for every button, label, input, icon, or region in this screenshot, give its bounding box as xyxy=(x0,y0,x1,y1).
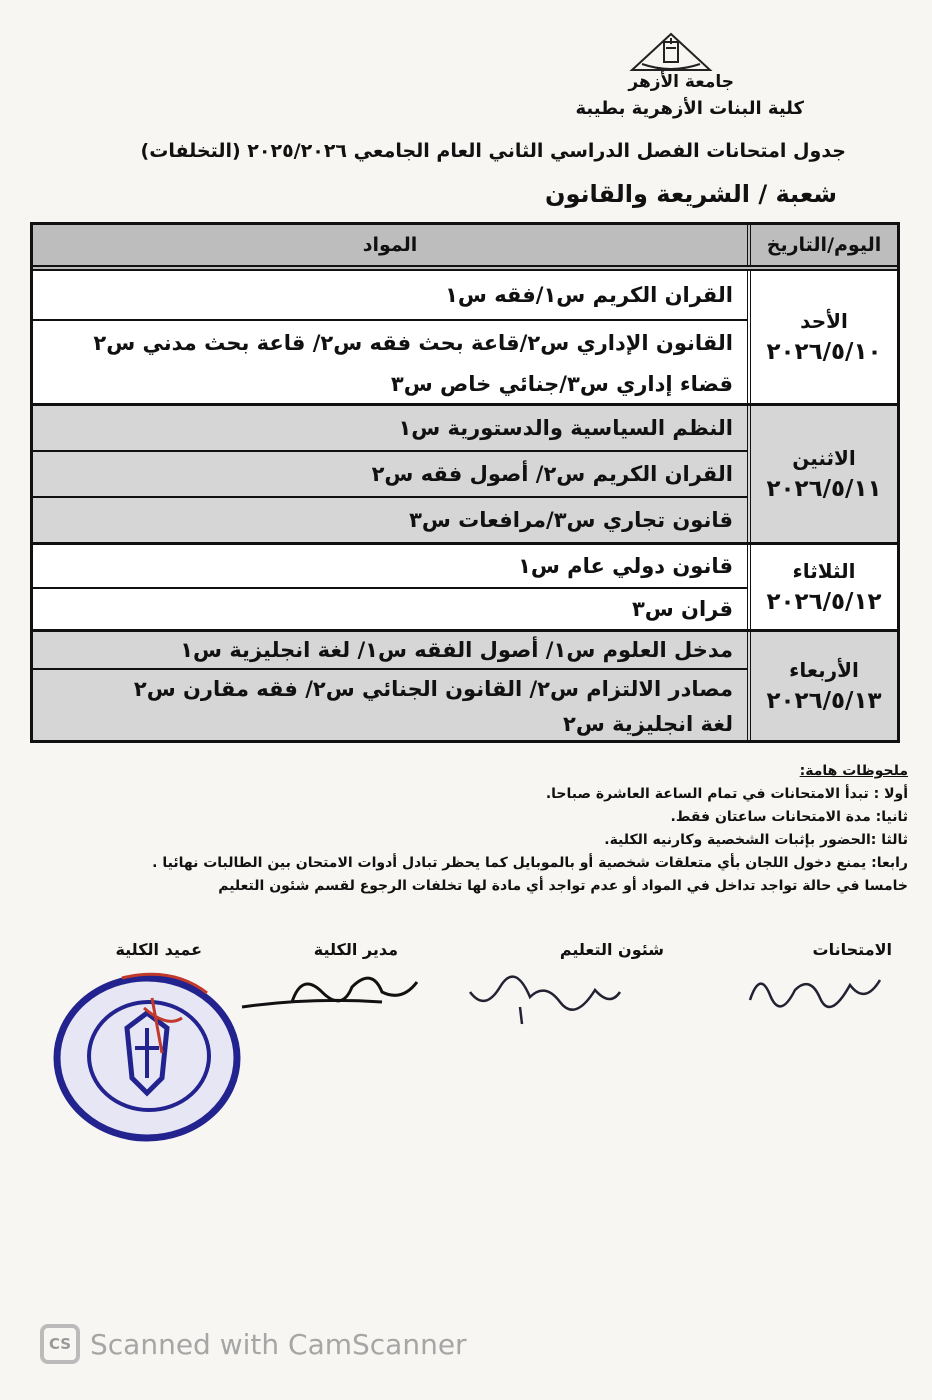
subject-line: النظم السياسية والدستورية س١ xyxy=(33,406,747,452)
day-cell xyxy=(747,406,897,542)
table-header-row xyxy=(33,225,897,271)
subjects-cell xyxy=(33,632,747,740)
university-name: جامعة الأزهر xyxy=(628,72,734,92)
day-date: ٢٠٢٦/٥/١١ xyxy=(766,476,882,502)
day-name: الأحد xyxy=(800,309,848,333)
department-name: شعبة / الشريعة والقانون xyxy=(544,180,837,208)
subject-line: قانون تجاري س٣/مرافعات س٣ xyxy=(409,508,733,532)
subject-line: قانون دولي عام س١ xyxy=(33,545,747,589)
exams-signature-icon xyxy=(740,960,890,1020)
day-name: الأربعاء xyxy=(789,658,859,682)
college-seal-icon xyxy=(32,958,252,1158)
exam-schedule-table xyxy=(30,222,900,743)
subjects-cell xyxy=(33,406,747,542)
important-notes xyxy=(48,760,908,898)
day-cell xyxy=(747,632,897,740)
subject-line: القران الكريم س٢/ أصول فقه س٢ xyxy=(33,452,747,498)
notes-heading: ملحوظات هامة: xyxy=(799,763,908,779)
signature-title-college-director: مدير الكلية xyxy=(313,940,398,959)
subject-line: قضاء إداري س٣/جنائي خاص س٣ xyxy=(390,372,733,396)
day-date: ٢٠٢٦/٥/١٢ xyxy=(766,589,882,615)
subjects-cell xyxy=(33,545,747,629)
signature-title-exams: الامتحانات xyxy=(812,940,892,959)
subject-line: القران الكريم س١/فقه س١ xyxy=(33,271,747,321)
subject-line: قران س٣ xyxy=(631,597,733,621)
note-item: ثانيا: مدة الامتحانات ساعتان فقط. xyxy=(670,809,908,825)
table-row-tuesday xyxy=(33,545,897,632)
college-name: كلية البنات الأزهرية بطيبة xyxy=(575,98,804,119)
college-director-signature-icon xyxy=(232,962,432,1022)
note-item: رابعا: يمنع دخول اللجان بأي متعلقات شخصية أو بالموبايل كما يحظر تبادل أدوات الامتحان بين الطالبات نهائيا . xyxy=(152,855,908,871)
camscanner-text: Scanned with CamScanner xyxy=(90,1327,467,1361)
subject-line: مدخل العلوم س١/ أصول الفقه س١/ لغة انجليزية س١ xyxy=(33,632,747,670)
signature-title-education-affairs: شئون التعليم xyxy=(559,940,664,959)
day-cell xyxy=(747,545,897,629)
day-cell xyxy=(747,271,897,403)
note-item: خامسا في حالة تواجد تداخل في المواد أو عدم تواجد أي مادة لها تخلفات الرجوع لقسم شئون التعليم xyxy=(218,878,908,894)
subject-line: القانون الإداري س٢/قاعة بحث فقه س٢/ قاعة بحث مدني س٢ xyxy=(93,331,733,355)
subject-line: لغة انجليزية س٢ xyxy=(563,712,733,736)
schedule-title: جدول امتحانات الفصل الدراسي الثاني العام الجامعي ٢٠٢٥/٢٠٢٦ (التخلفات) xyxy=(140,140,846,162)
table-row-monday xyxy=(33,406,897,545)
day-date: ٢٠٢٦/٥/١٣ xyxy=(766,688,882,714)
col-header-subjects: المواد xyxy=(362,234,418,256)
table-row-wednesday xyxy=(33,632,897,740)
note-item: ثالثا :الحضور بإثبات الشخصية وكارنيه الكلية. xyxy=(604,832,908,848)
col-header-day: اليوم/التاريخ xyxy=(747,225,897,265)
day-name: الاثنين xyxy=(792,446,856,470)
camscanner-watermark xyxy=(40,1324,467,1364)
education-affairs-signature-icon xyxy=(460,962,630,1032)
table-row-sunday xyxy=(33,271,897,406)
al-azhar-logo-icon xyxy=(628,30,714,74)
camscanner-logo-icon: CS xyxy=(40,1324,80,1364)
day-name: الثلاثاء xyxy=(792,559,856,583)
day-date: ٢٠٢٦/٥/١٠ xyxy=(766,339,882,365)
signature-title-dean: عميد الكلية xyxy=(115,940,202,959)
subject-line: مصادر الالتزام س٢/ القانون الجنائي س٢/ فقه مقارن س٢ xyxy=(133,677,733,701)
subjects-cell xyxy=(33,271,747,403)
note-item: أولا : تبدأ الامتحانات في تمام الساعة العاشرة صباحا. xyxy=(545,786,908,802)
